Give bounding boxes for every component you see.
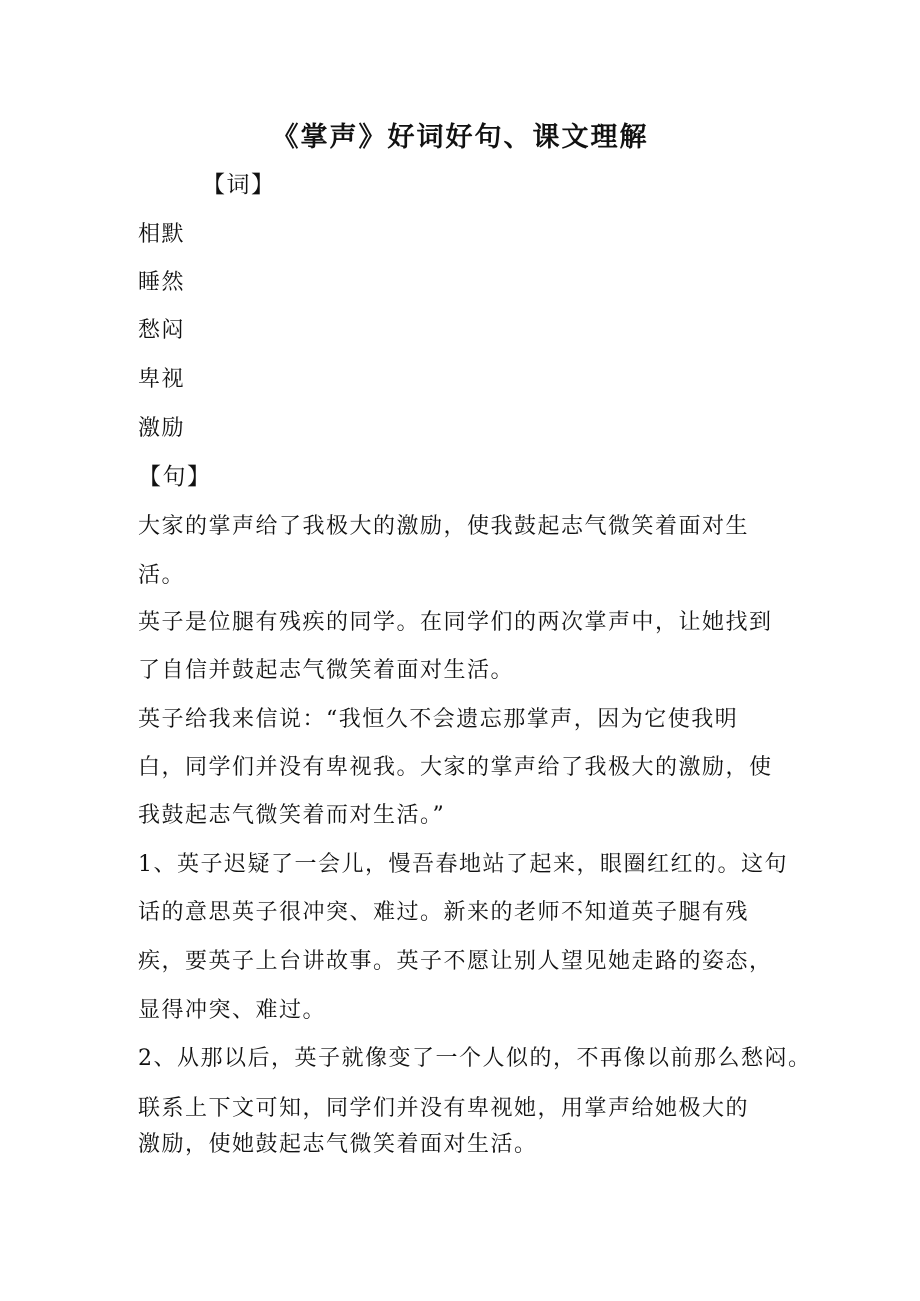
text-line: 英子是位腿有残疾的同学。在同学们的两次掌声中，让她找到 bbox=[138, 610, 773, 635]
text-line: 了自信并鼓起志气微笑着面对生活。 bbox=[138, 658, 515, 683]
text-line: 显得冲突、难过。 bbox=[138, 998, 327, 1023]
text-line: 1、英子迟疑了一会儿，慢吾春地站了起来，眼圈红红的。这句 bbox=[138, 852, 788, 877]
text-line: 2、从那以后，英子就像变了一个人似的，不再像以前那么愁闷。 bbox=[138, 1046, 812, 1071]
text-line: 大家的掌声给了我极大的激励，使我鼓起志气微笑着面对生 bbox=[138, 514, 750, 539]
text-line: 疾，要英子上台讲故事。英子不愿让别人望见她走路的姿态， bbox=[138, 949, 773, 974]
word-item: 相默 bbox=[138, 222, 186, 247]
text-line: 英子给我来信说：“我恒久不会遗忘那掌声，因为它使我明 bbox=[138, 707, 739, 732]
word-item: 卑视 bbox=[138, 367, 186, 392]
word-item: 激励 bbox=[138, 416, 186, 441]
text-line: 活。 bbox=[138, 563, 186, 588]
text-line: 我鼓起志气微笑着而对生活。” bbox=[138, 803, 446, 828]
text-line: 白，同学们并没有卑视我。大家的掌声给了我极大的激励，使 bbox=[138, 755, 773, 780]
text-line: 激励，使她鼓起志气微笑着面对生活。 bbox=[138, 1132, 538, 1157]
word-item: 愁闷 bbox=[138, 318, 186, 343]
document-title: 《掌声》好词好句、课文理解 bbox=[271, 122, 649, 153]
words-heading: 【词】 bbox=[202, 172, 276, 198]
word-item: 睡然 bbox=[138, 270, 186, 295]
text-line: 话的意思英子很冲突、难过。新来的老师不知道英子腿有残 bbox=[138, 900, 750, 925]
sentences-heading: 【句】 bbox=[138, 464, 212, 490]
text-line: 联系上下文可知，同学们并没有卑视她，用掌声给她极大的 bbox=[138, 1096, 750, 1121]
